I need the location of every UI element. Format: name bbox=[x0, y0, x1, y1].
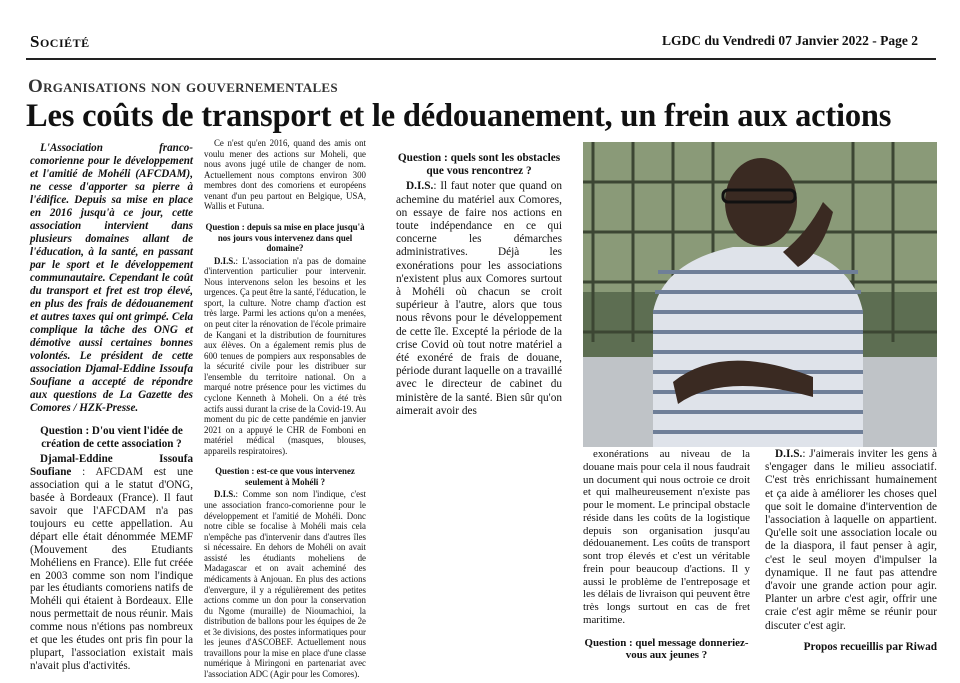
column-2 bbox=[204, 138, 366, 680]
intro-text: L'Association franco-comorienne pour le développement et l'amitié de Mohéli (AFCDAM), ne cesse d'apporter sa pierre à l'édifice. Depuis sa mise en place en 2016 jusqu'à ce jour, cette association intervient dans plusieurs domaines allant de l'éducation, à la santé, en passant par le sport et le développement communautaire. Cependant le coût du transport et fret est trop élevé, en plus des frais de dédouanement et autres taxes qui ont grimpé. Cela complique la tâche des ONG et démotive aussi certaines bonnes volontés. Le président de cette association Djamal-Eddine Issoufa Soufiane a accepté de répondre aux questions de La Gazette des Comores / HZK-Presse. bbox=[30, 142, 193, 414]
article-intro bbox=[30, 142, 193, 415]
article-signature: Propos recueillis par Riwad bbox=[803, 640, 937, 653]
issue-info: LGDC du Vendredi 07 Janvier 2022 - Page 2 bbox=[661, 33, 918, 48]
answer-3-start bbox=[204, 489, 366, 679]
column-1 bbox=[30, 142, 193, 673]
column-5 bbox=[765, 448, 937, 654]
section-label: Société bbox=[30, 32, 90, 51]
article-headline: Les coûts de transport et le dédouanement, un frein aux actions bbox=[26, 98, 892, 134]
answer-3-text: : Comme son nom l'indique, c'est une association franco-comorienne pour le développement et l'amitié de Mohéli. Donc notre cible se focalise à Mohéli mais cela n'empêche pas d'intervenir dans d'autres îles si nécessaire. En dehors de Mohéli on avait assisté les étudiants moheliens de Madagascar et on avait acheminé des médicaments à Anjouan. En plus des actions d'envergure, il y a régulièrement des petites actions comme un don pour la conservation du Ngome (muraille) de Nioumachioi, la distribution de ballons pour les équipes de 2e et 3e divisions, des postes informatiques pour les jeunes d'ASCOBEF. Actuellement nous travaillons pour la mise en place d'une classe numérique à Miringoni en partenariat avec l'association ADC (Agir pour les Comores). bbox=[204, 489, 366, 679]
question-3: Question : est-ce que vous intervenez seulement à Mohéli ? bbox=[215, 466, 355, 487]
answer-1-text: : AFCDAM est une association qui a le statut d'ONG, basée à Bordeaux (France). Il faut savoir que l'AFCDAM n'a pas toujours eu cette appellation. Au départ elle était dénommée MEMF (Mouvement des Etudiants Mohéliens en France). Elle fut créée en 2003 comme son nom l'indique par les étudiants comoriens natifs de Mohéli qui étaient à Bordeaux. Elle nous permettait de nous réunir. Mais comme nous n'étions pas nombreux et que les études ont pris fin pour la plupart, l'association existait mais n'avait plus d'activités. bbox=[30, 465, 193, 673]
question-2: Question : depuis sa mise en place jusqu'à nos jours vous intervenez dans quel domaine? bbox=[205, 221, 365, 254]
answer-5-speaker: D.I.S. bbox=[775, 448, 803, 460]
header-rule bbox=[26, 58, 936, 60]
answer-5 bbox=[765, 448, 937, 633]
answer-4 bbox=[396, 180, 562, 418]
column-3 bbox=[396, 142, 562, 418]
page-header bbox=[0, 0, 960, 62]
question-5: Question : quel message donneriez-vous aux jeunes ? bbox=[584, 636, 749, 662]
answer-2 bbox=[204, 256, 366, 457]
answer-2-text: : L'association n'a pas de domaine d'intervention particulier pour intervenir. Nous intervenons selon les besoins et les urgences. Ça peut être la santé, l'éducation, le sport, la culture. Notre champ d'action est très large. Parmi les actions qu'on a menées, on peut citer la rénovation de l'école primaire de Kangani et la distribution de fournitures aux élèves. On a également remis plus de 600 tenues de pompiers aux responsables de la sécurité civile pour les distribuer sur l'ensemble du territoire national. On a marqué notre présence pour les victimes du cyclone Kenneth à Moheli. On a été très actifs aussi durant la crise de la Covid-19. Au moment du pic de cette pandémie en janvier 2021 on a appuyé le CHR de Fomboni en matériel médical (masques, blouses, appareils respiratoires). bbox=[204, 255, 366, 456]
answer-2-speaker: D.I.S. bbox=[214, 255, 236, 266]
answer-3-speaker: D.I.S. bbox=[214, 489, 236, 500]
answer-5-text: : J'aimerais inviter les gens à s'engager dans le milieu associatif. C'est très enrichissant humainement et ça aide à améliorer les choses quel que soit le domaine d'intervention de l'association à laquelle on appartient. Qu'elle soit une association locale ou de la diaspora, il faut penser à agir, c'est le seul moyen d'impulser la dynamique. Il ne faut pas attendre d'avoir une grande action pour agir. Planter un arbre c'est agir, offrir une craie c'est agir même se réunir pour discuter c'est agir. bbox=[765, 448, 937, 632]
answer-1-speaker: Djamal-Eddine Issoufa Soufiane bbox=[30, 452, 193, 478]
article-kicker: Organisations non gouvernementales bbox=[28, 76, 338, 97]
answer-1-continued: Ce n'est qu'en 2016, quand des amis ont voulu mener des actions sur Moheli, que nous avons jugé utile de changer de nom. Actuellement nous comptons environ 300 membres dont des comoriens et européens venant d'un peu partout en Belgique, USA, Wallis et Futuna. bbox=[204, 138, 366, 212]
answer-1 bbox=[30, 453, 193, 674]
answer-4-continued: exonérations au niveau de la douane mais pour cela il nous faudrait un document qui nous octroie ce droit et qui malheureusement n'existe pas pour le moment. Le principal obstacle réside dans les coûts de la logistique depuis son organisation jusqu'au dédouanement. Les coûts de transport sont trop élevés et c'est un véritable frein pour beaucoup d'actions. Il y aussi le problème de l'entreposage et les délais de livraison qui peuvent être très longs surtout en cas de fret maritime. bbox=[583, 448, 750, 626]
president-photo bbox=[583, 142, 937, 447]
answer-4-speaker: D.I.S. bbox=[406, 180, 434, 193]
answer-4-text: : Il faut noter que quand on achemine du matériel aux Comores, on essaye de faire nos actions en toute indépendance en ce qui concerne les démarches administratives. Déjà les exonérations pour les associations n'existent plus aux Comores surtout à Mohéli où chacun se croit supérieur à l'autre, alors que tous nous rêvons pour le développement de cette île. Excepté la période de la crise Covid où tout notre matériel a été exonéré de frais de douane, période durant laquelle on a travaillé avec le directeur de cabinet du ministère de la santé. Bien sûr qu'on aimerait avoir des bbox=[396, 180, 562, 417]
question-4: Question : quels sont les obstacles que vous rencontrez ? bbox=[397, 152, 561, 178]
column-4 bbox=[583, 448, 750, 664]
portrait-illustration bbox=[583, 142, 937, 447]
question-1: Question : D'ou vient l'idée de création de cette association ? bbox=[40, 424, 183, 450]
